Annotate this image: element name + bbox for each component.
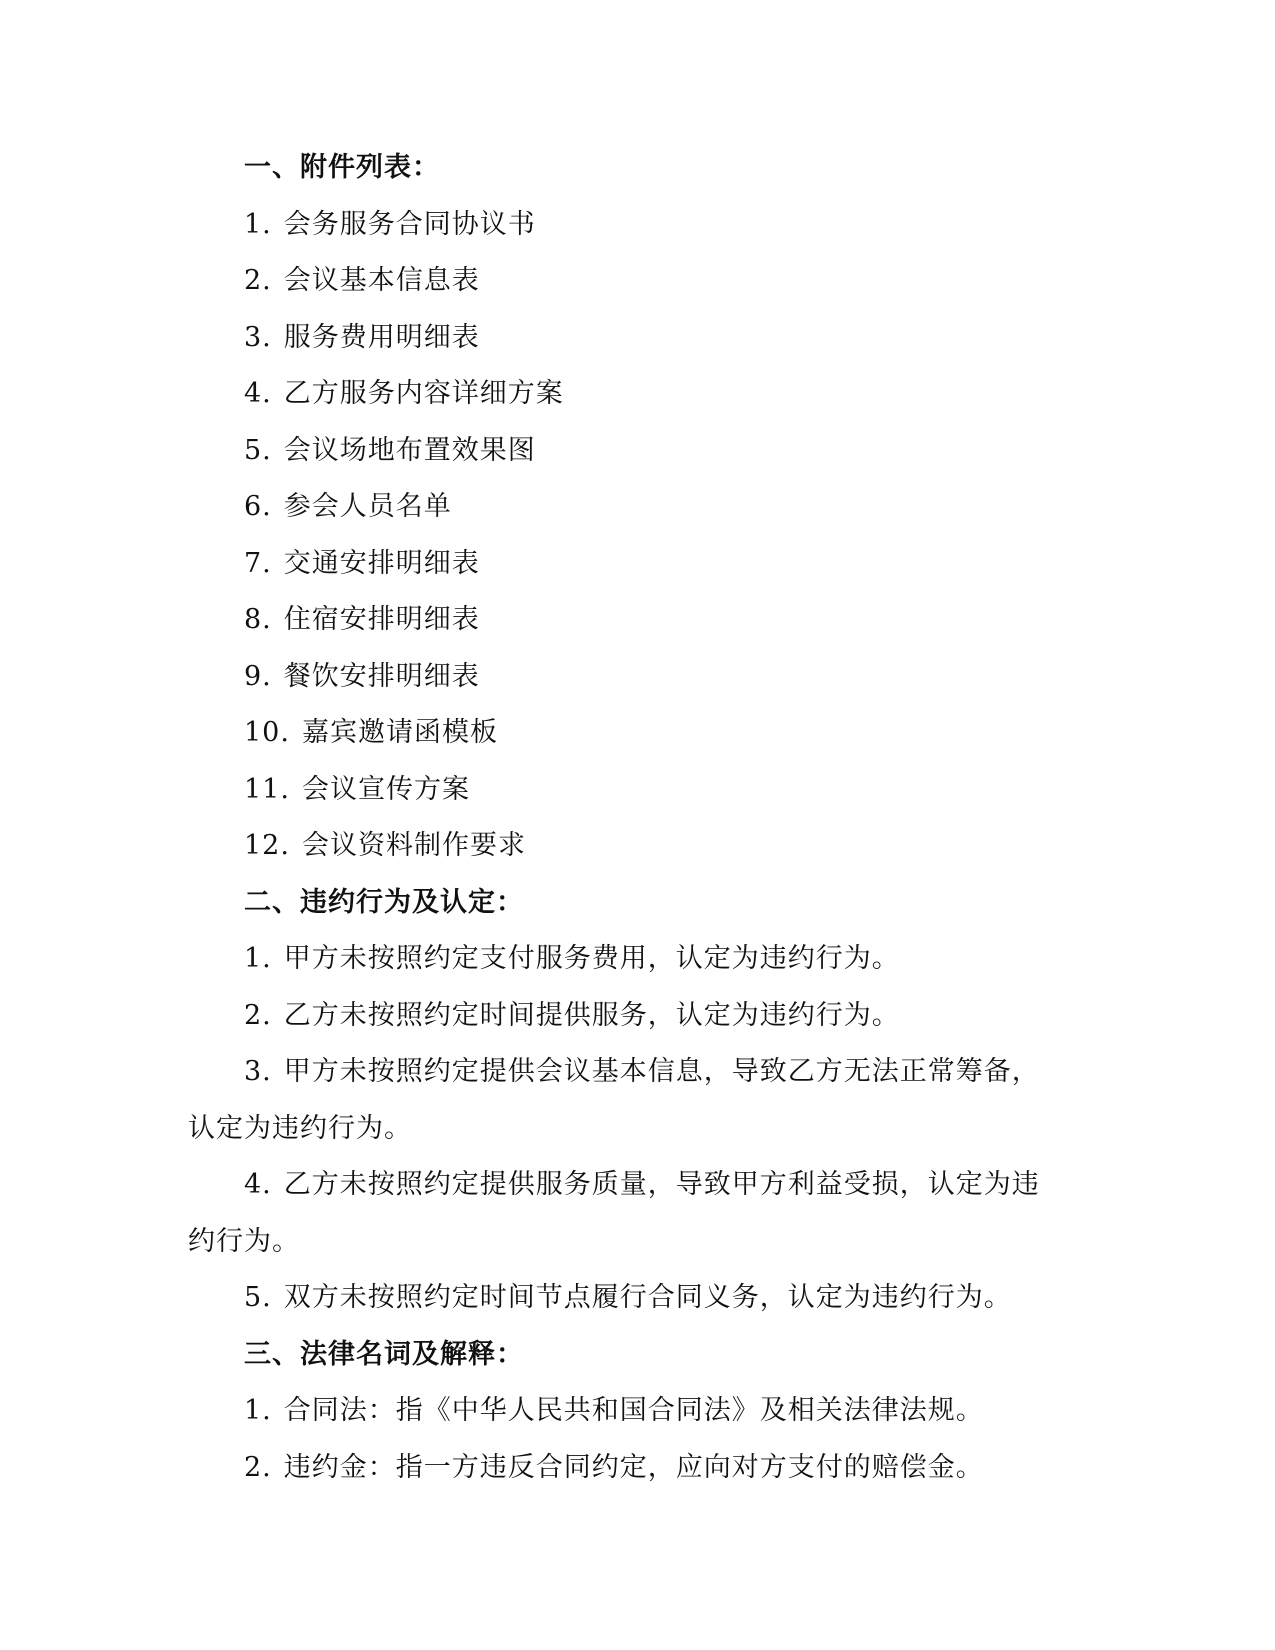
list-item	[188, 1044, 1088, 1157]
item-text: 乙方未按照约定时间提供服务，认定为违约行为。	[283, 999, 900, 1031]
item-text: 甲方未按照约定支付服务费用，认定为违约行为。	[283, 943, 900, 974]
list-item	[188, 366, 1088, 423]
item-number: 5.	[244, 434, 272, 466]
list-item	[188, 649, 1088, 706]
list-item	[188, 1440, 1088, 1497]
item-number: 3.	[244, 1056, 272, 1087]
item-text-line2: 约行为。	[188, 1225, 300, 1257]
item-number: 11.	[244, 773, 290, 805]
item-number: 2.	[244, 265, 272, 296]
item-number: 10.	[244, 717, 290, 748]
list-item	[188, 931, 1088, 988]
item-number: 12.	[244, 830, 290, 861]
list-item	[188, 253, 1088, 310]
section-heading-breach: 二、违约行为及认定：	[244, 886, 524, 918]
item-number: 7.	[244, 547, 272, 579]
item-number: 5.	[244, 1282, 272, 1313]
item-number: 6.	[244, 491, 272, 522]
section-heading-attachments: 一、附件列表：	[244, 152, 440, 183]
item-text: 住宿安排明细表	[283, 604, 480, 635]
item-text-line1: 甲方未按照约定提供会议基本信息，导致乙方无法正常筹备，	[283, 1056, 1040, 1087]
item-text: 双方未按照约定时间节点履行合同义务，认定为违约行为。	[283, 1282, 1012, 1313]
list-item	[188, 762, 1088, 819]
item-number: 2.	[244, 1451, 272, 1483]
item-text: 餐饮安排明细表	[283, 660, 480, 692]
item-text: 交通安排明细表	[283, 547, 480, 579]
list-item	[188, 705, 1088, 762]
item-number: 1.	[244, 208, 272, 240]
item-number: 2.	[244, 999, 272, 1031]
list-item	[188, 310, 1088, 367]
item-text: 服务费用明细表	[283, 321, 480, 353]
item-text: 违约金：指一方违反合同约定，应向对方支付的赔偿金。	[283, 1451, 984, 1483]
list-item	[188, 1157, 1088, 1270]
item-text-line1: 乙方未按照约定提供服务质量，导致甲方利益受损，认定为违	[283, 1169, 1040, 1200]
item-text: 合同法：指《中华人民共和国合同法》及相关法律法规。	[283, 1395, 984, 1426]
list-item	[188, 592, 1088, 649]
item-text: 会务服务合同协议书	[283, 208, 536, 240]
document-page	[188, 140, 1088, 1496]
list-item	[188, 197, 1088, 254]
list-item	[188, 1270, 1088, 1327]
list-item	[188, 988, 1088, 1045]
item-number: 3.	[244, 321, 272, 353]
list-item	[188, 818, 1088, 875]
item-number: 4.	[244, 378, 272, 409]
item-number: 1.	[244, 943, 272, 974]
item-number: 1.	[244, 1395, 272, 1426]
section-heading-legal-terms: 三、法律名词及解释：	[244, 1338, 524, 1370]
item-text: 乙方服务内容详细方案	[283, 378, 564, 409]
list-item	[188, 536, 1088, 593]
list-item	[188, 423, 1088, 480]
item-number: 8.	[244, 604, 272, 635]
item-text: 会议场地布置效果图	[283, 434, 536, 466]
item-text: 会议基本信息表	[283, 265, 480, 296]
item-number: 4.	[244, 1169, 272, 1200]
item-number: 9.	[244, 660, 272, 692]
item-text-line2: 认定为违约行为。	[188, 1112, 412, 1144]
list-item	[188, 479, 1088, 536]
list-item	[188, 1383, 1088, 1440]
item-text: 参会人员名单	[283, 491, 452, 522]
item-text: 嘉宾邀请函模板	[301, 717, 498, 748]
item-text: 会议资料制作要求	[301, 830, 526, 861]
item-text: 会议宣传方案	[301, 773, 470, 805]
